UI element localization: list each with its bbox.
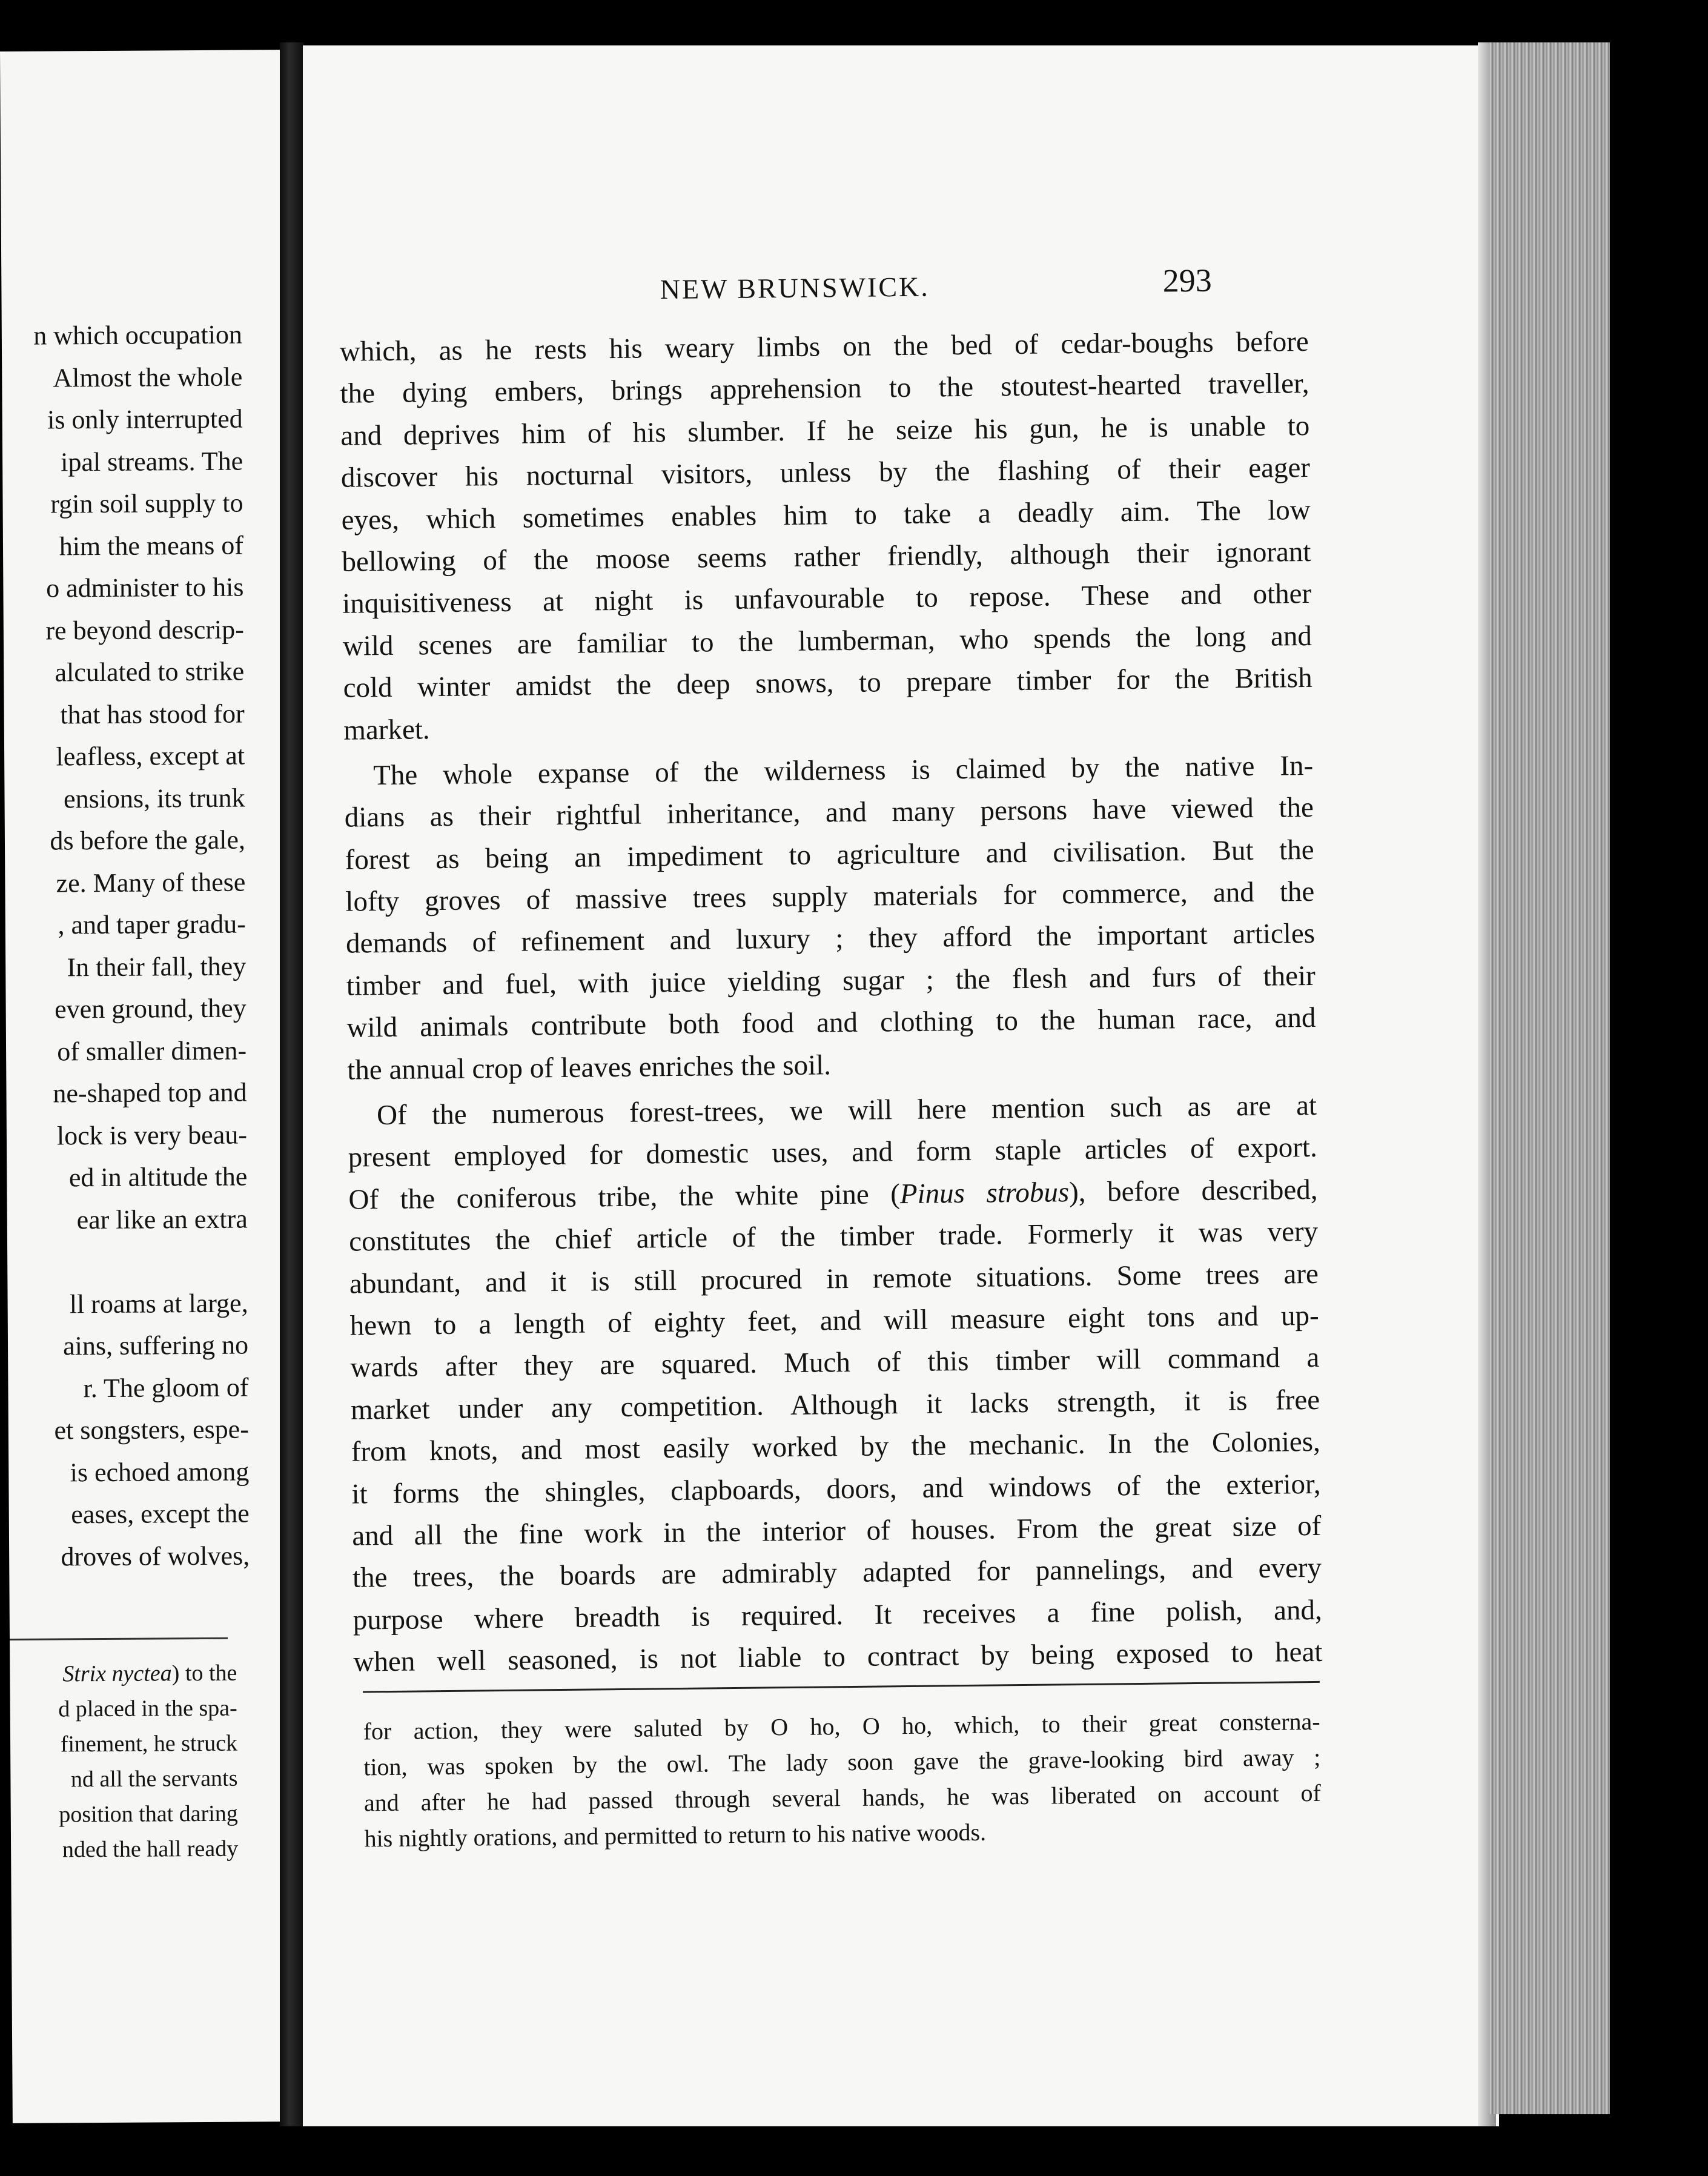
- body-line: purpose where breadth is required. It receives a fine polish, and,: [353, 1594, 1322, 1636]
- body-line: wild scenes are familiar to the lumberman, who spends the long and: [342, 620, 1312, 662]
- facing-page-line: ains, suffering no: [62, 1330, 249, 1361]
- facing-page-line: ds before the gale,: [50, 824, 246, 856]
- body-line: and all the fine work in the interior of houses. From the great size of: [352, 1510, 1322, 1552]
- body-line: from knots, and most easily worked by the mechanic. In the Colonies,: [351, 1426, 1321, 1468]
- body-line: lofty groves of massive trees supply materials for commerce, and the: [345, 875, 1315, 918]
- body-line: when well seasoned, is not liable to contract by being exposed to heat: [353, 1636, 1323, 1678]
- body-line: discover his nocturnal visitors, unless by the flashing of their eager: [340, 452, 1311, 494]
- body-line: wards after they are squared. Much of this timber will command a: [350, 1342, 1320, 1384]
- body-line: constitutes the chief article of the timber trade. Formerly it was very: [348, 1216, 1319, 1258]
- body-line: bellowing of the moose seems rather friendly, although their ignorant: [342, 536, 1311, 578]
- body-line: the annual crop of leaves enriches the soil.: [346, 1049, 832, 1086]
- footnote-line: and after he had passed through several hands, he was liberated on account of: [363, 1779, 1322, 1817]
- body-line: hewn to a length of eighty feet, and will measure eight tons and up-: [349, 1299, 1319, 1342]
- facing-page-line: of smaller dimen-: [57, 1035, 247, 1066]
- facing-page-line: is echoed among: [70, 1456, 250, 1487]
- facing-page-line: ne-shaped top and: [53, 1077, 247, 1109]
- body-line: forest as being an impediment to agriculture and civilisation. But the: [345, 834, 1314, 876]
- footnote-rule: [363, 1681, 1320, 1693]
- facing-page-line: n which occupation: [33, 319, 243, 351]
- facing-page-footnote-line: nded the hall ready: [62, 1836, 239, 1863]
- body-line: and deprives him of his slumber. If he seize his gun, he is unable to: [340, 410, 1310, 452]
- body-line: demands of refinement and luxury ; they afford the important articles: [345, 918, 1316, 960]
- body-line: abundant, and it is still procured in remote situations. Some trees are: [349, 1258, 1319, 1300]
- facing-page-left: [0, 50, 300, 2123]
- page-number: 293: [1162, 262, 1213, 299]
- body-line: dians as their rightful inheritance, and many persons have viewed the: [344, 792, 1314, 834]
- page-content: [303, 45, 1499, 2126]
- body-line: the trees, the boards are admirably adapted for pannelings, and every: [352, 1552, 1322, 1594]
- body-line: timber and fuel, with juice yielding sugar ; the flesh and furs of their: [346, 960, 1316, 1002]
- running-head: NEW BRUNSWICK.: [660, 271, 930, 305]
- facing-page-line: o administer to his: [45, 572, 244, 603]
- body-line: present employed for domestic uses, and form staple articles of export.: [348, 1132, 1317, 1174]
- facing-page-line: leafless, except at: [56, 740, 245, 772]
- facing-page-footnote-line: Strix nyctea) to the: [62, 1660, 237, 1687]
- body-line: Of the numerous forest-trees, we will here mention such as are at: [376, 1089, 1317, 1132]
- body-line: wild animals contribute both food and clothing to the human race, and: [346, 1002, 1316, 1044]
- facing-page-line: even ground, they: [55, 993, 247, 1024]
- facing-page-footnote-line: nd all the servants: [70, 1765, 238, 1793]
- facing-page-line: eases, except the: [71, 1498, 250, 1530]
- body-line: market under any competition. Although it lacks strength, it is free: [350, 1384, 1320, 1426]
- latin-name: Strix nyctea: [62, 1660, 172, 1687]
- facing-page-line: Almost the whole: [53, 362, 243, 393]
- facing-page-line: him the means of: [59, 530, 244, 561]
- body-line: eyes, which sometimes enables him to take a deadly aim. The low: [341, 494, 1311, 536]
- facing-page-line: that has stood for: [60, 698, 245, 729]
- facing-page-line: droves of wolves,: [61, 1541, 250, 1571]
- body-line: cold winter amidst the deep snows, to prepare timber for the British: [343, 662, 1312, 704]
- facing-page-line: alculated to strike: [55, 656, 245, 688]
- latin-name: Pinus strobus: [899, 1176, 1070, 1210]
- facing-page-footnote-line: d placed in the spa-: [58, 1695, 237, 1722]
- footnote-line: tion, was spoken by the owl. The lady soon gave the grave-looking bird away ;: [363, 1743, 1321, 1781]
- facing-page-line: lock is very beau-: [56, 1120, 248, 1150]
- facing-page-line: re beyond descrip-: [45, 614, 244, 646]
- facing-page-line: ear like an extra: [76, 1204, 248, 1235]
- facing-page-line: ipal streams. The: [60, 446, 243, 477]
- footnote-line: for action, they were saluted by O ho, O ho, which, to their great consterna-: [363, 1707, 1320, 1745]
- facing-page-footnote-line: position that daring: [59, 1800, 238, 1828]
- body-line: The whole expanse of the wilderness is claimed by the native In-: [372, 749, 1314, 792]
- footnote-line: his nightly orations, and permitted to return to his native woods.: [364, 1818, 987, 1853]
- body-line: market.: [343, 713, 430, 746]
- facing-page-footnote-rule: [10, 1637, 228, 1640]
- body-line: it forms the shingles, clapboards, doors, and windows of the exterior,: [351, 1468, 1321, 1510]
- body-line: Of the coniferous tribe, the white pine (Pinus strobus), before described,: [348, 1173, 1318, 1216]
- body-line: the dying embers, brings apprehension to the stoutest-hearted traveller,: [340, 368, 1309, 410]
- facing-page-line: , and taper gradu-: [58, 909, 246, 940]
- facing-page-text: [0, 50, 288, 1571]
- page-293: [303, 45, 1499, 2126]
- body-line: which, as he rests his weary limbs on the bed of cedar-boughs before: [339, 325, 1309, 368]
- footnote: [363, 1703, 1321, 1857]
- facing-page-line: ensions, its trunk: [63, 783, 245, 814]
- facing-page-line: et songsters, espe-: [54, 1414, 250, 1445]
- facing-page-line: ed in altitude the: [68, 1161, 248, 1193]
- facing-page-line: ze. Many of these: [56, 867, 246, 898]
- facing-page-line: ll roams at large,: [69, 1288, 248, 1319]
- body-line: inquisitiveness at night is unfavourable to repose. These and other: [342, 578, 1312, 620]
- facing-page-line: is only interrupted: [47, 403, 243, 435]
- body-text: [339, 321, 1322, 1683]
- facing-page-line: In their fall, they: [67, 951, 247, 982]
- facing-page-line: r. The gloom of: [83, 1372, 249, 1403]
- facing-page-footnote-line: finement, he struck: [60, 1730, 238, 1757]
- book-gutter: [280, 42, 304, 2126]
- page-edges: [1489, 42, 1610, 2114]
- facing-page-line: rgin soil supply to: [50, 488, 243, 519]
